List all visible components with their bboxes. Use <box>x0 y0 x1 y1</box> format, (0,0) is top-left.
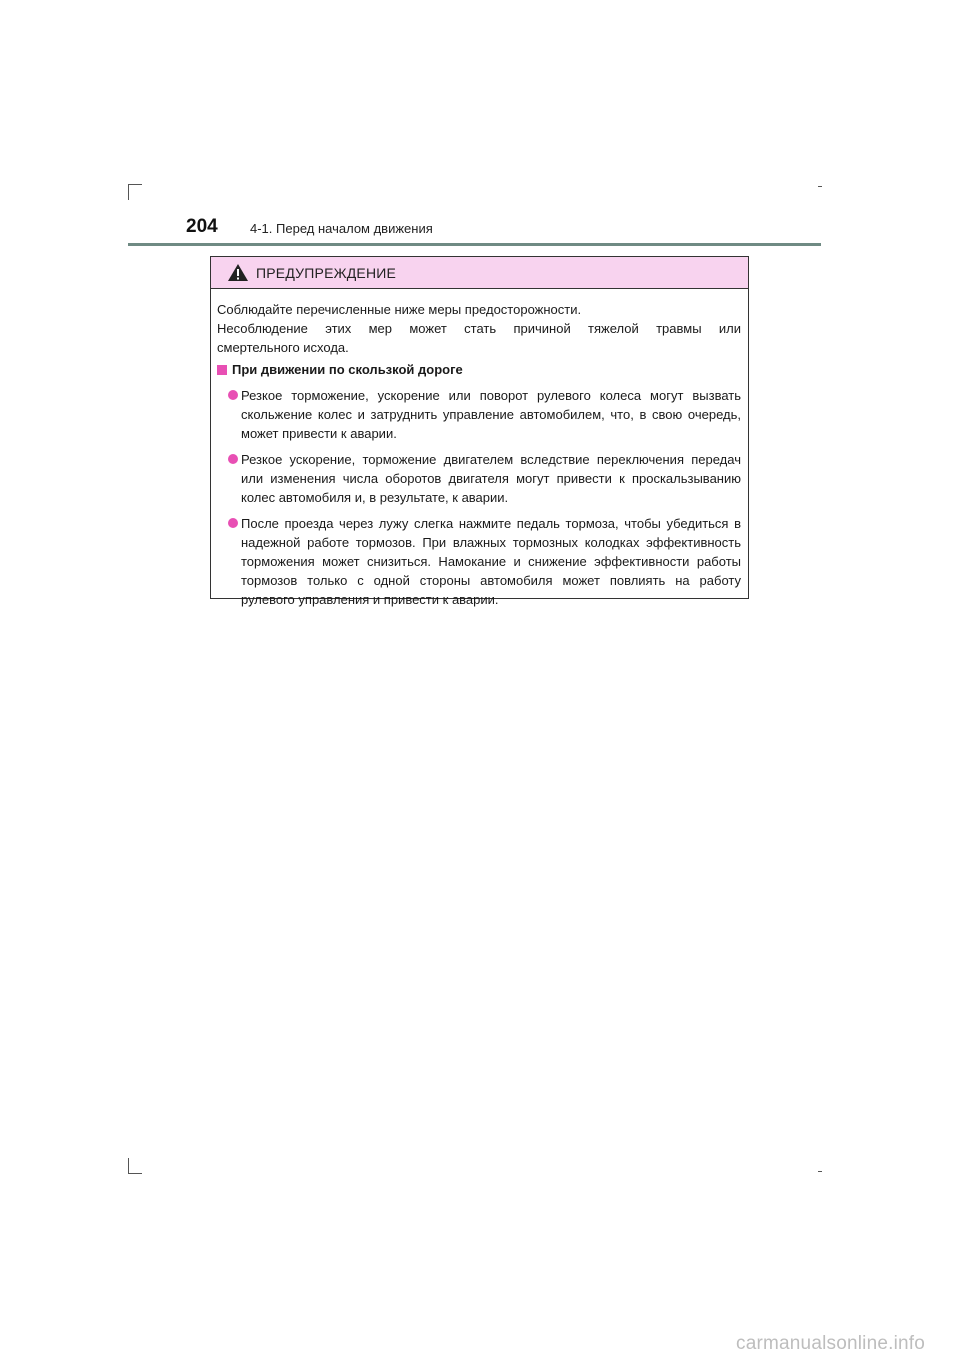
bullet-text: Резкое торможение, ускорение или поворот рулевого колеса могут вызвать скольжение колес и затруднить управление автомобилем, что, в свою очередь, может привести к аварии. <box>241 388 741 441</box>
crop-mark-top-left-vertical <box>128 184 129 200</box>
section-title: 4-1. Перед началом движения <box>250 221 433 236</box>
crop-mark-bottom-right <box>818 1171 822 1172</box>
intro-line-3: смертельного исхода. <box>217 340 349 355</box>
warning-body <box>211 289 748 609</box>
circle-bullet-icon <box>228 518 238 528</box>
crop-mark-bottom-left-vertical <box>128 1158 129 1174</box>
bullet-text: Резкое ускорение, торможение двигателем вследствие переключения передач или изменения числа оборотов двигателя могут привести к проскальзыванию колес автомобиля и, в результате, к аварии. <box>241 452 741 505</box>
circle-bullet-icon <box>228 390 238 400</box>
page-number: 204 <box>186 216 218 237</box>
warning-header <box>211 257 748 289</box>
subheading-text: При движении по скользкой дороге <box>232 362 463 377</box>
bullet-item <box>217 386 741 443</box>
warning-triangle-icon <box>227 263 249 282</box>
bullet-item <box>217 514 741 609</box>
bullet-text: После проезда через лужу слегка нажмите педаль тормоза, чтобы убедиться в надежной работе тормозов. При влажных тормозных колодках эффективность торможения может снизиться. Намокание и снижение эффективности работы тормозов только с одной стороны автомобиля может повлиять на работу рулевого управления и привести к аварии. <box>241 516 741 607</box>
warning-box <box>210 256 749 607</box>
header-rule <box>128 243 821 246</box>
intro-line-2: Несоблюдение этих мер может стать причиной тяжелой травмы или <box>217 321 741 336</box>
intro-line-1: Соблюдайте перечисленные ниже меры предосторожности. <box>217 302 582 317</box>
crop-mark-top-right <box>818 186 822 187</box>
bullet-item <box>217 450 741 507</box>
crop-mark-top-left-horizontal <box>128 184 142 185</box>
square-bullet-icon <box>217 365 227 375</box>
circle-bullet-icon <box>228 454 238 464</box>
watermark: carmanualsonline.info <box>736 1333 926 1354</box>
warning-title: ПРЕДУПРЕЖДЕНИЕ <box>256 264 397 281</box>
subheading <box>217 360 741 379</box>
crop-mark-bottom-left-horizontal <box>128 1173 142 1174</box>
